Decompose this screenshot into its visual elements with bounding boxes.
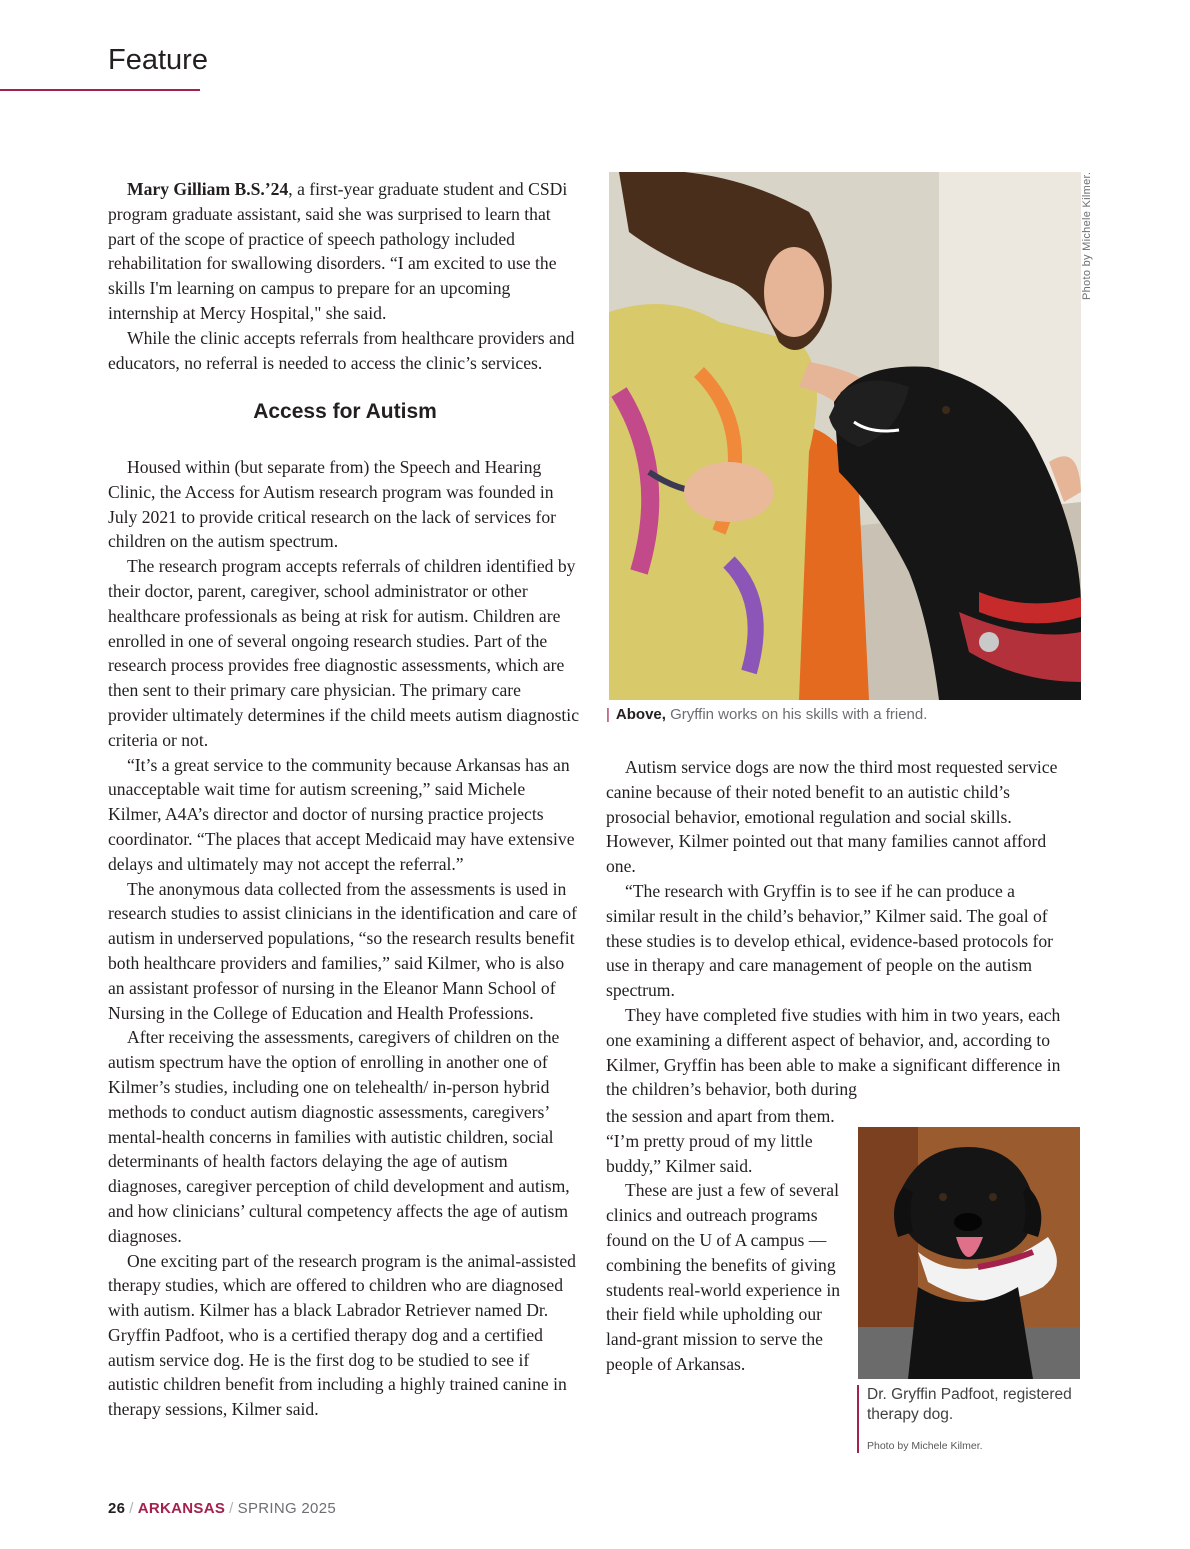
photo-woman-and-dog (609, 172, 1081, 700)
intro-paragraph-text: , a first-year graduate student and CSDi program graduate assistant, said she was surprised to learn that part of the scope of practice of speech pathology included rehabilitation for swallowing disorders. “I am excited to use the skills I'm learning on campus to prepare for an upcoming internship at Mercy Hospital," she said. (108, 179, 568, 323)
body-paragraph: One exciting part of the research program is the animal-assisted therapy studies, which are offered to children who are diagnosed with autism. Kilmer has a black Labrador Retriever named Dr. Gryffin Padfoot, who is a certified therapy dog and a certified autism service dog. He is the first dog to be studied to see if autistic children benefit from including a highly trained canine in therapy sessions, Kilmer said. (108, 1250, 576, 1420)
body-paragraph: The research program accepts referrals of children identified by their doctor, parent, caregiver, school administrator or other healthcare professionals as being at risk for autism. Children are enrolled in one of several ongoing research studies. Part of the research process provides free diagnostic assessments, which are then sent to their primary care physician. The primary care provider ultimately determines if the child meets autism diagnostic criteria or not. (108, 556, 580, 750)
body-paragraph: They have completed five studies with him in two years, each one examining a different aspect of behavior, and, according to Kilmer, Gryffin has been able to make a significant difference in the children’s behavior, both during (606, 1004, 1061, 1100)
right-column (606, 755, 1064, 1102)
section-rule (0, 89, 200, 91)
photo-credit: Photo by Michele Kilmer. (1081, 172, 1093, 301)
intro-text (108, 177, 582, 375)
body-paragraph: the session and apart from them. “I’m pretty proud of my little buddy,” Kilmer said. (606, 1106, 835, 1176)
page-number: 26 (108, 1500, 126, 1517)
issue-label: SPRING 2025 (237, 1500, 336, 1517)
intro-paragraph: While the clinic accepts referrals from healthcare providers and educators, no referral is needed to access the clinic’s services. (108, 327, 575, 373)
body-paragraph: “The research with Gryffin is to see if he can produce a similar result in the child’s behavior,” Kilmer said. The goal of these studies is to develop ethical, evidence-based protocols for use in therapy and care management of people on the autism spectrum. (606, 880, 1054, 1001)
intro-name: Mary Gilliam B.S.’24 (127, 179, 289, 199)
body-paragraph: The anonymous data collected from the assessments is used in research studies to assist clinicians in the identification and care of autism in underserved populations, “so the research results benefit both healthcare providers and families,” said Kilmer, who is also an assistant professor of nursing in the Eleanor Mann School of Nursing in the College of Education and Health Professions. (108, 878, 578, 1023)
dog-photo (858, 1127, 1080, 1379)
photo-credit: Photo by Michele Kilmer. (867, 1440, 983, 1452)
dog-photo-caption (857, 1385, 1103, 1453)
footer-separator: / (229, 1500, 234, 1517)
body-paragraph: “It’s a great service to the community because Arkansas has an unacceptable wait time for autism screening,” said Michele Kilmer, A4A’s director and doctor of nursing practice projects coordinator. “The places that accept Medicaid may have extensive delays and ultimately may not accept the referral.” (108, 754, 575, 874)
caption-text: Gryffin works on his skills with a friend. (665, 706, 928, 723)
subhead: Access for Autism (253, 400, 437, 423)
body-paragraph: Housed within (but separate from) the Speech and Hearing Clinic, the Access for Autism research program was founded in July 2021 to provide critical research on the lack of services for children on the autism spectrum. (108, 457, 556, 552)
photo-therapy-dog (858, 1127, 1080, 1379)
right-narrow-column (606, 1104, 842, 1377)
caption-text: Dr. Gryffin Padfoot, registered therapy dog. (867, 1386, 1072, 1423)
page-footer (108, 1500, 336, 1517)
body-paragraph: After receiving the assessments, caregivers of children on the autism spectrum have the option of enrolling in another one of Kilmer’s studies, including one on telehealth/ in-person hybrid methods to conduct autism diagnostic assessments, caregivers’ mental-health concerns in families with autistic children, social determinants of health factors delaying the age of autism diagnoses, caregiver perception of child development and autism, and how clinicians’ cultural competency affects the age of autism diagnoses. (108, 1027, 570, 1246)
caption-lead: Above, (615, 706, 666, 723)
publication-name: ARKANSAS (137, 1500, 226, 1517)
main-photo-caption (606, 706, 1076, 728)
left-column (108, 455, 582, 1422)
section-label: Feature (108, 44, 208, 76)
main-photo (609, 172, 1081, 700)
intro-paragraph (108, 177, 582, 326)
body-paragraph: These are just a few of several clinics and outreach programs found on the U of A campus — combining the benefits of giving students real-world experience in their field while upholding our land-grant mission to serve the people of Arkansas. (606, 1180, 841, 1374)
body-paragraph: Autism service dogs are now the third most requested service canine because of their noted benefit to an autistic child’s prosocial behavior, emotional regulation and social skills. However, Kilmer pointed out that many families cannot afford one. (606, 757, 1058, 877)
caption-bar-icon: | (606, 706, 610, 723)
footer-separator: / (129, 1500, 134, 1517)
